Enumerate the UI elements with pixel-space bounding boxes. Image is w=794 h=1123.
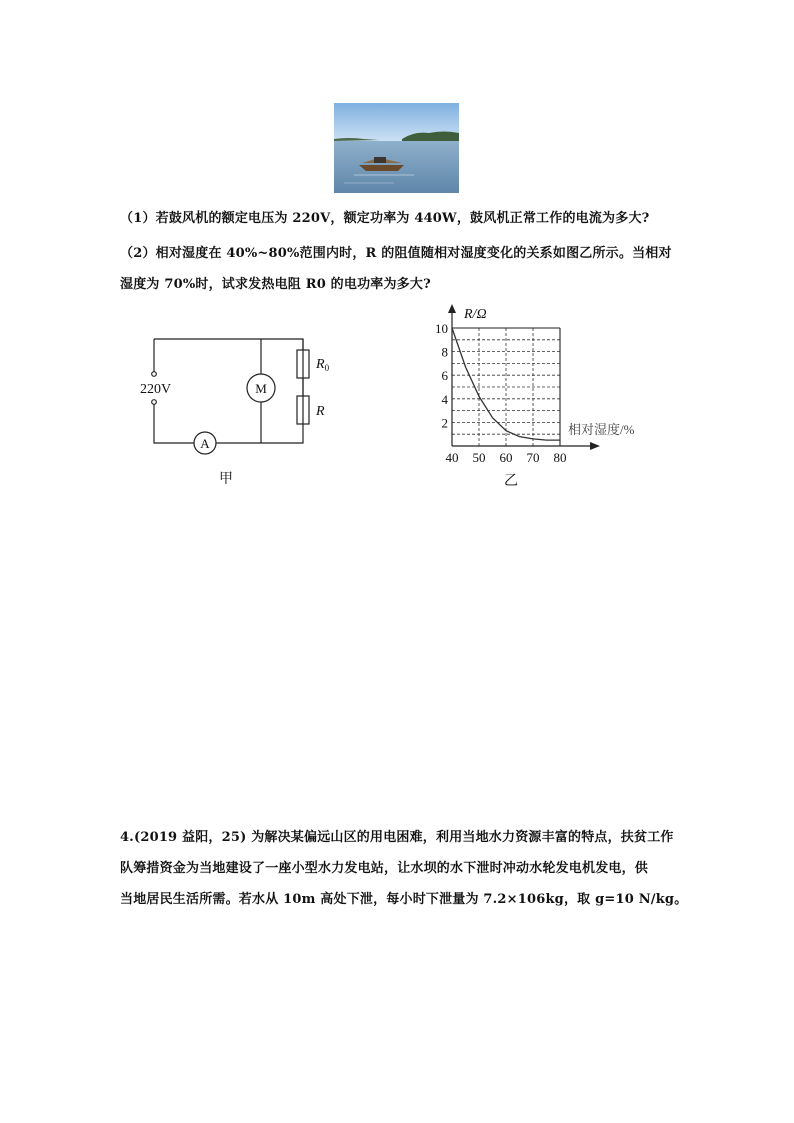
lake-boat-photo [334, 103, 459, 193]
wire-outer-loop [154, 339, 303, 443]
question-1: （1）若鼓风机的额定电压为 220V，额定功率为 440W，鼓风机正常工作的电流为多大? [120, 211, 650, 226]
x-tick-label: 40 [445, 450, 459, 465]
y-axis-label: R/Ω [464, 307, 487, 322]
y-tick-label: 10 [435, 321, 448, 336]
circuit-caption: 甲 [219, 472, 233, 487]
chart-caption: 乙 [504, 474, 518, 489]
x-axis-arrow [590, 442, 600, 450]
terminal-top [152, 372, 157, 377]
y-tick-label: 2 [441, 415, 448, 431]
question-2-line-2: 湿度为 70%时，试求发热电阻 R0 的电功率为多大? [120, 277, 431, 292]
wire-left-bottom [154, 402, 194, 443]
circuit-diagram [154, 339, 309, 454]
question-2-line-1: （2）相对湿度在 40%~80%范围内时，R 的阻值随相对湿度变化的关系如图乙所示。当相对 [120, 246, 672, 261]
y-axis-arrow [448, 304, 456, 313]
y-tick-label: 6 [441, 368, 448, 384]
figure-panel [140, 298, 660, 490]
question-4-line-2: 队筹措资金为当地建设了一座小型水力发电站，让水坝的水下泄时冲动水轮发电机发电，供 [120, 861, 649, 876]
x-axis-label: 相对湿度/% [568, 422, 635, 437]
x-tick-label: 80 [553, 450, 567, 465]
question-4-line-3: 当地居民生活所需。若水从 10m 高处下泄，每小时下泄量为 7.2×106kg，取 g=10 N/kg。 [120, 892, 688, 907]
x-tick-label: 70 [526, 450, 540, 465]
ammeter-label: A [200, 436, 210, 451]
y-tick-label: 8 [441, 344, 448, 360]
question-4-line-1: 4.(2019 益阳，25) 为解决某偏远山区的用电困难，利用当地水力资源丰富的特点，扶贫工作 [120, 830, 674, 845]
y-tick-label: 4 [441, 391, 448, 407]
r0-label: $R_0$ [316, 357, 330, 373]
x-tick-label: 50 [472, 450, 486, 465]
terminal-bottom [152, 400, 157, 405]
motor-label: M [255, 381, 267, 396]
voltage-label: 220V [140, 382, 172, 397]
r-label: R [316, 404, 325, 419]
resistance-humidity-chart [435, 304, 635, 489]
x-tick-label: 60 [499, 450, 513, 465]
